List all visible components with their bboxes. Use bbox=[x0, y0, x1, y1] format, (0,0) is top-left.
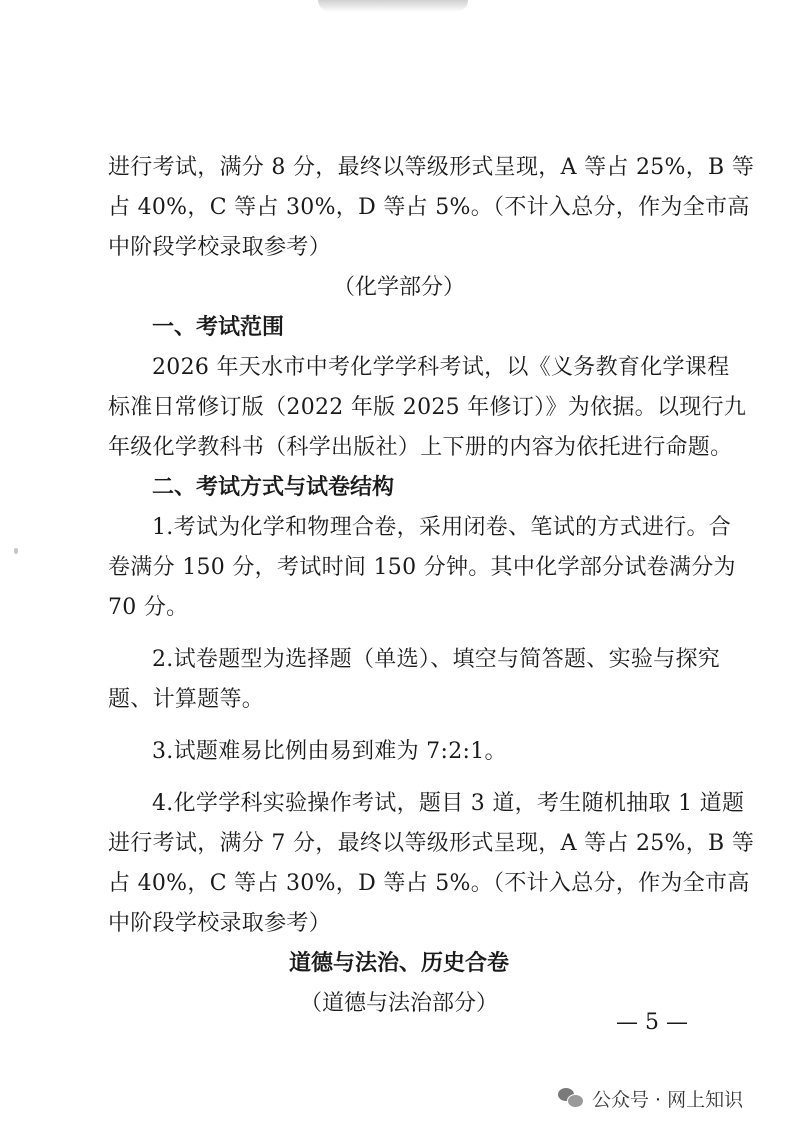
intro-line-2: 占 40%，C 等占 30%，D 等占 5%。（不计入总分，作为全市高 bbox=[108, 195, 750, 220]
item-2-line-2: 题、计算题等。 bbox=[108, 687, 265, 712]
item-4-line-4: 中阶段学校录取参考） bbox=[108, 911, 332, 936]
item-4-line-1: 4.化学学科实验操作考试，题目 3 道，考生随机抽取 1 道题 bbox=[152, 791, 745, 816]
scope-line-2: 标准日常修订版（2022 年版 2025 年修订）》为依据。以现行九 bbox=[108, 395, 747, 420]
scope-line-3: 年级化学教科书（科学出版社）上下册的内容为依托进行命题。 bbox=[108, 435, 733, 460]
page-number: — 5 — bbox=[616, 1010, 688, 1035]
intro-line-1: 进行考试，满分 8 分，最终以等级形式呈现，A 等占 25%，B 等 bbox=[108, 155, 755, 180]
heading-exam-format: 二、考试方式与试卷结构 bbox=[152, 475, 395, 500]
next-section-title: 道德与法治、历史合卷 bbox=[288, 951, 509, 976]
heading-exam-scope: 一、考试范围 bbox=[152, 315, 285, 340]
watermark-text: 公众号 · 网上知识 bbox=[592, 1088, 744, 1111]
source-watermark bbox=[558, 1083, 743, 1113]
item-4-line-3: 占 40%，C 等占 30%，D 等占 5%。（不计入总分，作为全市高 bbox=[108, 871, 750, 896]
chem-section-title: （化学部分） bbox=[332, 275, 465, 300]
scope-line-1: 2026 年天水市中考化学学科考试，以《义务教育化学课程 bbox=[152, 355, 730, 380]
scan-top-mark bbox=[318, 0, 468, 12]
item-4-line-2: 进行考试，满分 7 分，最终以等级形式呈现，A 等占 25%，B 等 bbox=[108, 831, 755, 856]
item-1-line-2: 卷满分 150 分，考试时间 150 分钟。其中化学部分试卷满分为 bbox=[108, 555, 736, 580]
item-1-line-3: 70 分。 bbox=[108, 595, 189, 620]
item-3-line-1: 3.试题难易比例由易到难为 7:2:1。 bbox=[152, 739, 507, 764]
scan-speck bbox=[14, 548, 18, 554]
document-body bbox=[108, 148, 755, 1024]
next-section-subtitle: （道德与法治部分） bbox=[299, 991, 498, 1016]
wechat-icon bbox=[558, 1087, 584, 1109]
intro-line-3: 中阶段学校录取参考） bbox=[108, 235, 332, 260]
item-1-line-1: 1.考试为化学和物理合卷，采用闭卷、笔试的方式进行。合 bbox=[152, 515, 732, 540]
item-2-line-1: 2.试卷题型为选择题（单选）、填空与简答题、实验与探究 bbox=[152, 647, 721, 672]
